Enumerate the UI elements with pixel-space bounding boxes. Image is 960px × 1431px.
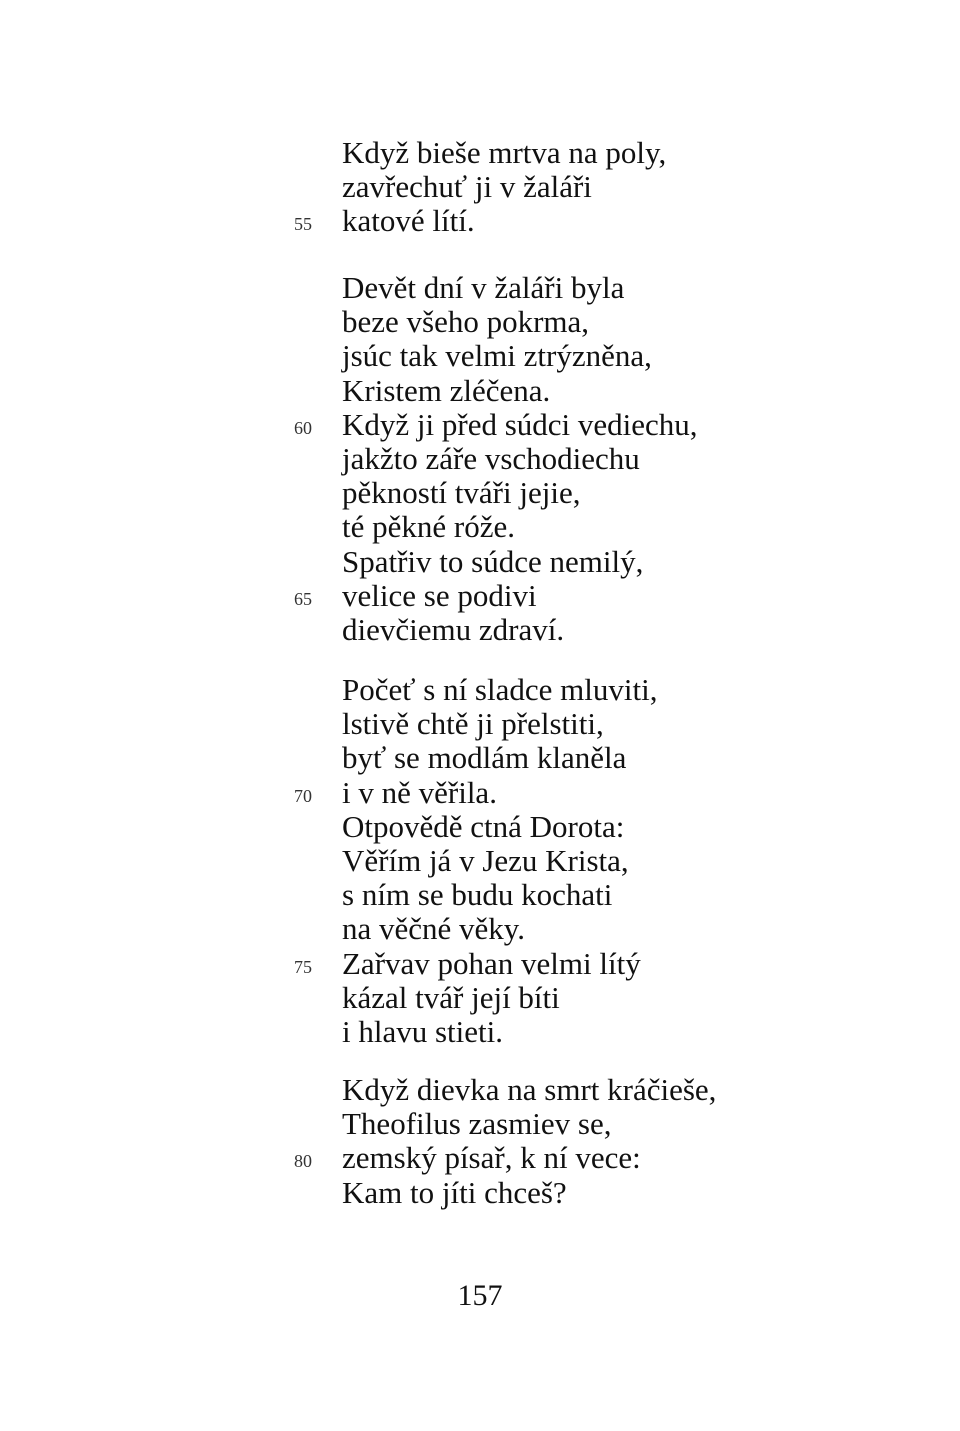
verse-line: [0, 673, 960, 707]
verse-line: [0, 339, 960, 373]
verse-line: [0, 912, 960, 946]
verse-text: velice se podivi: [342, 577, 537, 613]
line-number: 55: [294, 214, 312, 235]
verse-line: [0, 1176, 960, 1210]
stanza-3: [0, 673, 960, 1049]
verse-text: Počeť s ní sladce mluviti,: [342, 672, 658, 707]
verse-text: s ním se budu kochati: [342, 877, 613, 913]
verse-line: [0, 545, 960, 579]
verse-line: [0, 810, 960, 844]
verse-text: i hlavu stieti.: [342, 1013, 504, 1049]
verse-line: [0, 1107, 960, 1141]
line-number: 80: [294, 1151, 312, 1172]
verse-line: [0, 579, 960, 613]
verse-text: zavřechuť ji v žaláři: [342, 169, 592, 205]
verse-text: Otpovědě ctná Dorota:: [342, 808, 625, 844]
verse-text: Kam to jíti chceš?: [342, 1174, 567, 1210]
verse-text: jsúc tak velmi ztrýzněna,: [342, 338, 652, 374]
verse-text: na věčné věky.: [342, 911, 526, 947]
verse-text: i v ně věřila.: [342, 774, 497, 810]
verse-text: Spatřiv to súdce nemilý,: [342, 543, 644, 579]
stanza-1: [0, 136, 960, 239]
verse-text: Kristem zléčena.: [342, 372, 551, 408]
verse-line: [0, 1141, 960, 1175]
verse-text: Věřím já v Jezu Krista,: [342, 842, 629, 878]
verse-line: [0, 442, 960, 476]
page-number: 157: [457, 1279, 503, 1312]
verse-text: beze všeho pokrma,: [342, 304, 590, 340]
verse-line: [0, 1073, 960, 1107]
verse-text: lstivě chtě ji přelstiti,: [342, 706, 604, 742]
stanza-4: [0, 1073, 960, 1210]
verse-line: [0, 844, 960, 878]
verse-text: té pěkné róže.: [342, 509, 515, 545]
verse-text: pěkností tváři jejie,: [342, 475, 581, 511]
verse-text: byť se modlám klaněla: [342, 740, 627, 776]
verse-line: [0, 170, 960, 204]
verse-line: [0, 204, 960, 238]
verse-text: kázal tvář její bíti: [342, 979, 560, 1015]
verse-text: Theofilus zasmiev se,: [342, 1106, 612, 1142]
verse-line: [0, 271, 960, 305]
verse-line: [0, 776, 960, 810]
verse-line: [0, 741, 960, 775]
verse-line: [0, 136, 960, 170]
verse-line: [0, 1015, 960, 1049]
verse-line: [0, 878, 960, 912]
verse-line: [0, 947, 960, 981]
verse-line: [0, 981, 960, 1015]
verse-text: Zařvav pohan velmi lítý: [342, 945, 641, 981]
verse-text: katové lítí.: [342, 203, 475, 239]
line-number: 70: [294, 785, 312, 806]
stanza-2: [0, 271, 960, 647]
verse-line: [0, 305, 960, 339]
line-number: 60: [294, 417, 312, 438]
line-number: 65: [294, 588, 312, 609]
verse-text: Devět dní v žaláři byla: [342, 270, 625, 305]
verse-line: [0, 613, 960, 647]
line-number: 75: [294, 956, 312, 977]
verse-text: Když dievka na smrt kráčieše,: [342, 1072, 717, 1107]
verse-text: Když ji před súdci vediechu,: [342, 406, 698, 442]
verse-text: zemský písař, k ní vece:: [342, 1140, 641, 1176]
verse-text: Když bieše mrtva na poly,: [342, 135, 667, 170]
verse-line: [0, 707, 960, 741]
verse-text: dievčiemu zdraví.: [342, 611, 565, 647]
verse-line: [0, 408, 960, 442]
verse-text: jakžto záře vschodiechu: [342, 440, 640, 476]
verse-line: [0, 476, 960, 510]
verse-line: [0, 510, 960, 544]
verse-line: [0, 374, 960, 408]
